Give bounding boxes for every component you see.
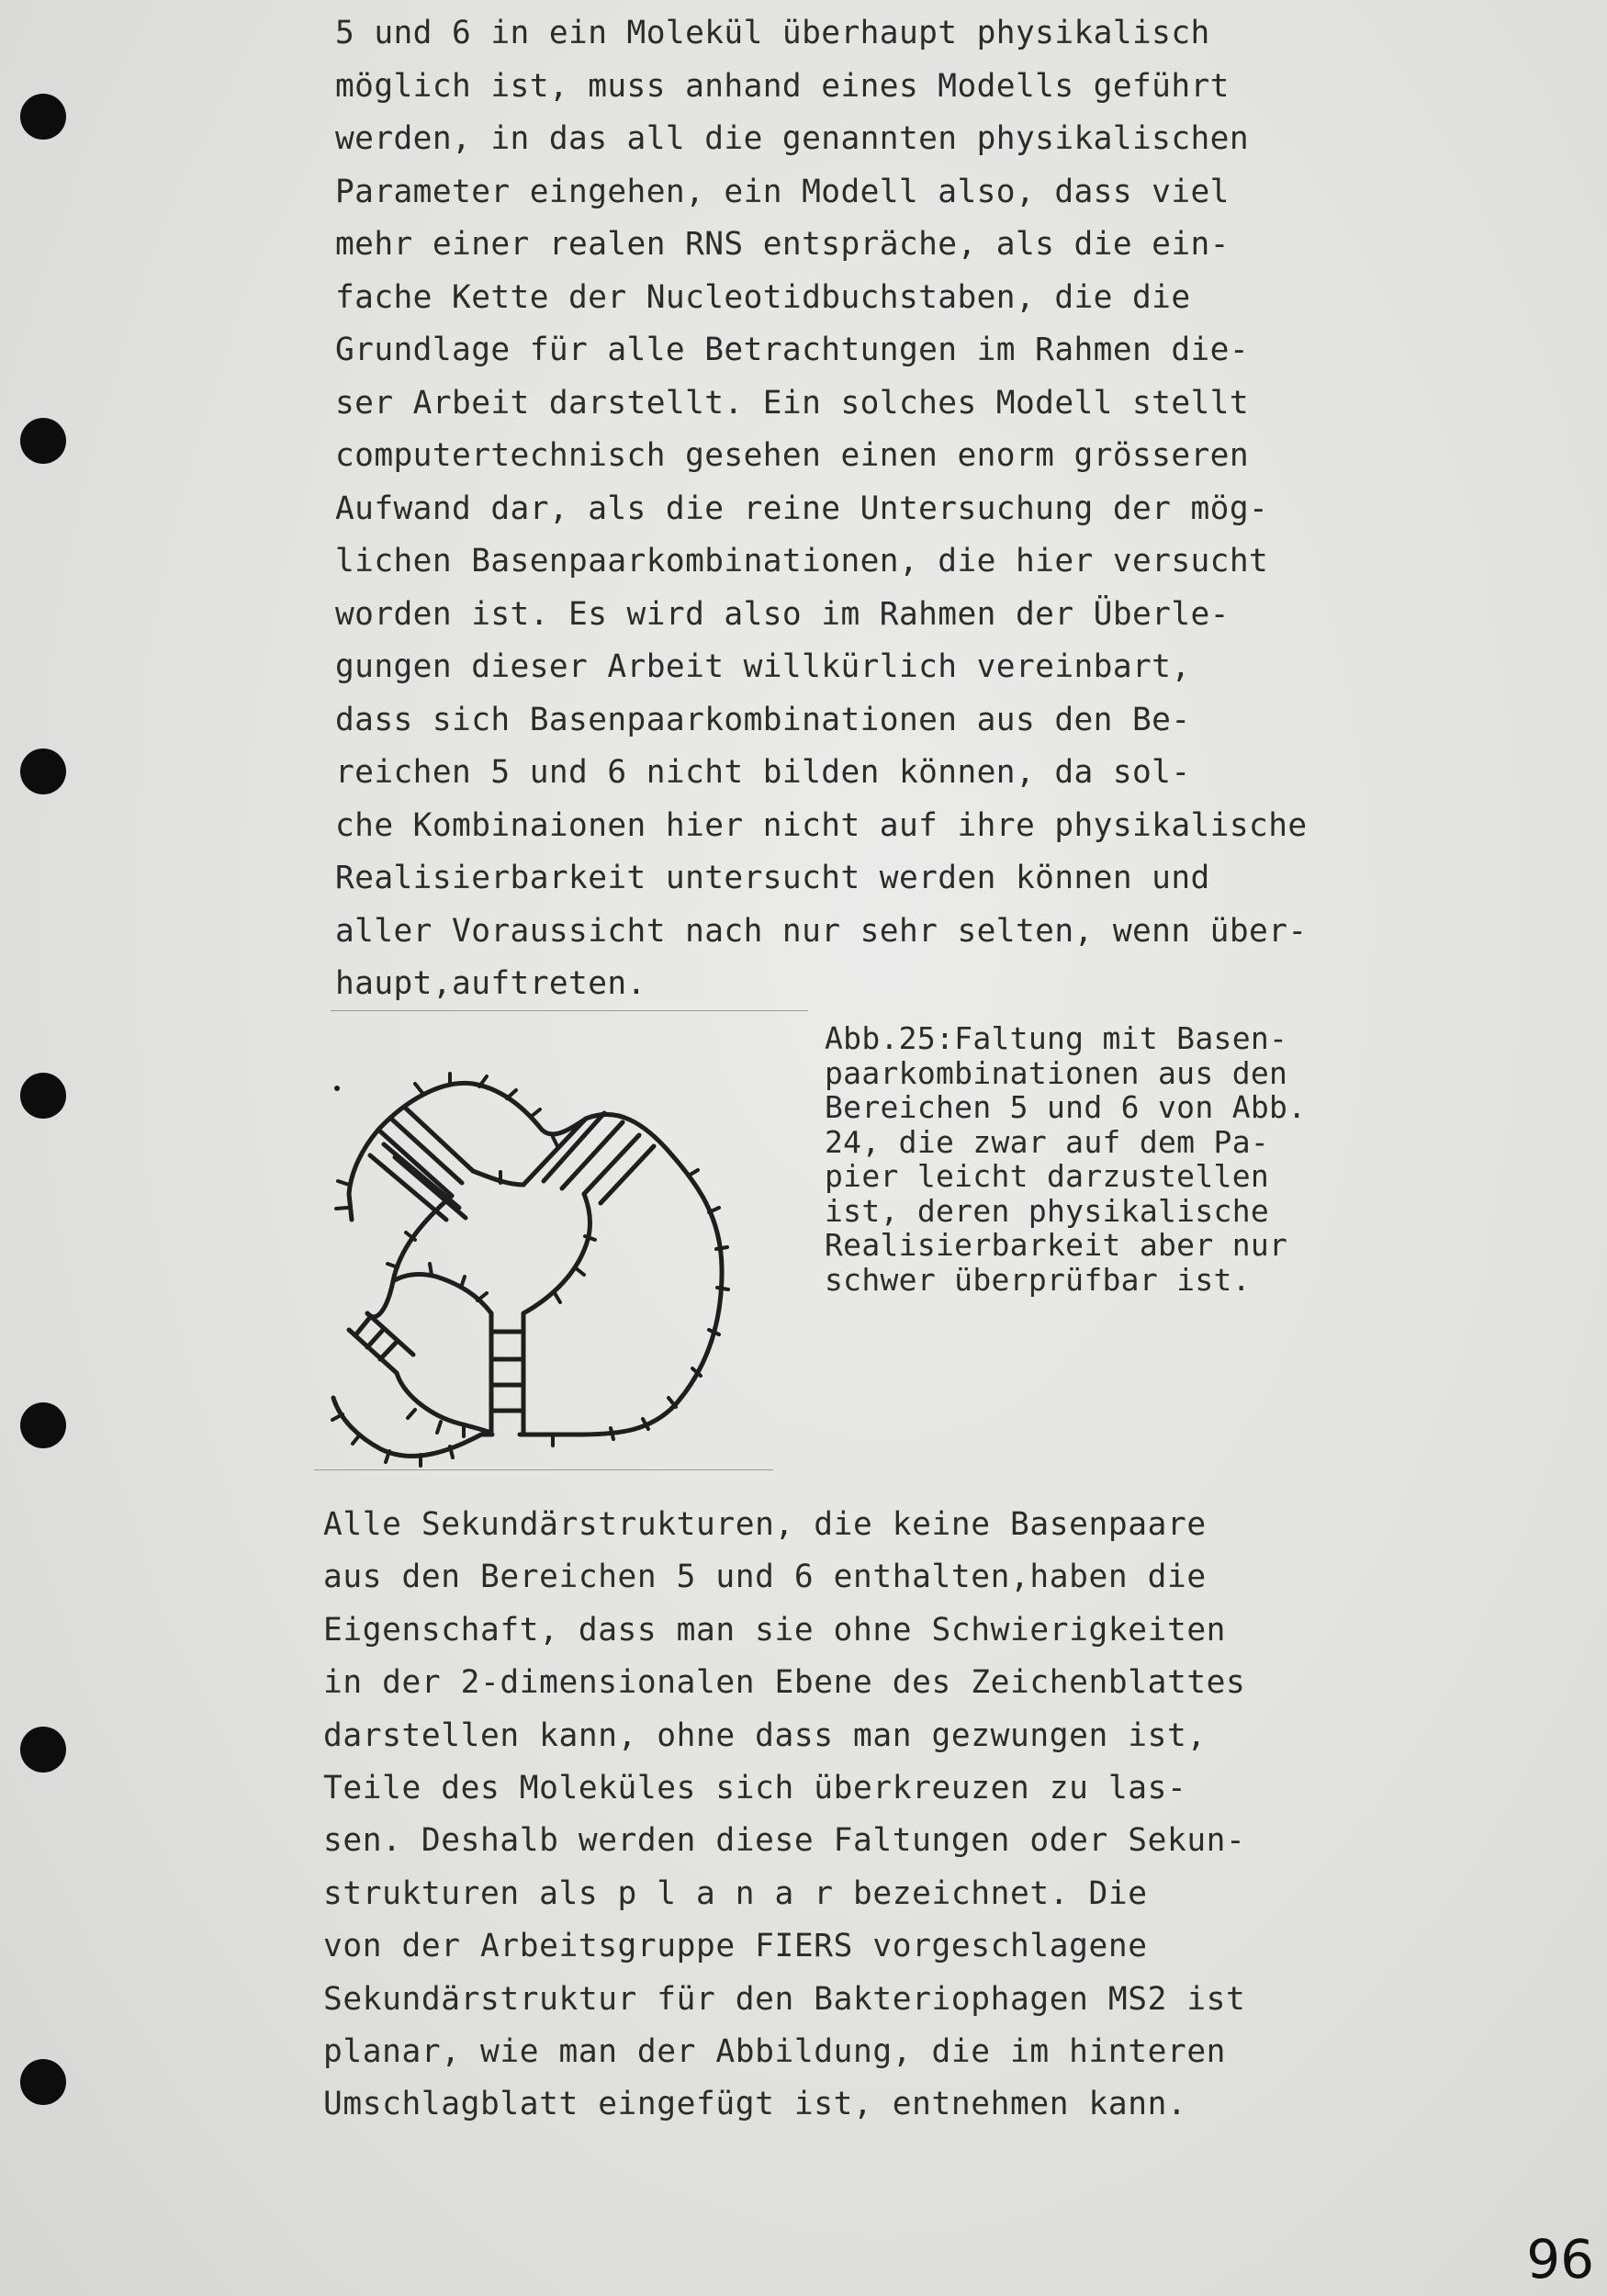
punch-hole: [20, 2059, 66, 2105]
text-line: lichen Basenpaarkombinationen, die hier versucht: [335, 543, 1269, 580]
text-line: darstellen kann, ohne dass man gezwungen ist,: [323, 1716, 1207, 1754]
text-line: Eigenschaft, dass man sie ohne Schwierigkeiten: [323, 1611, 1227, 1649]
text-line: aus den Bereichen 5 und 6 enthalten,haben die: [323, 1559, 1207, 1596]
text-line: dass sich Basenpaarkombinationen aus den Be-: [335, 701, 1191, 738]
text-line: strukturen als p l a n a r bezeichnet. Die: [323, 1874, 1148, 1912]
text-line: reichen 5 und 6 nicht bilden können, da sol-: [335, 754, 1191, 791]
separator-line: [331, 1010, 808, 1011]
punch-hole: [20, 748, 66, 794]
text-line: Parameter eingehen, ein Modell also, dass viel: [335, 173, 1230, 210]
punch-hole: [20, 418, 66, 464]
caption-line: pier leicht darzustellen: [825, 1158, 1270, 1194]
punch-hole: [20, 94, 66, 140]
rna-secondary-structure-figure: [312, 1056, 753, 1479]
caption-line: Abb.25:Faltung mit Basen-: [825, 1020, 1288, 1056]
text-line: Umschlagblatt eingefügt ist, entnehmen kann.: [323, 2086, 1187, 2123]
text-line: planar, wie man der Abbildung, die im hinteren: [323, 2033, 1227, 2071]
text-line: mehr einer realen RNS entspräche, als die ein-: [335, 226, 1230, 263]
unpaired-ticks: [332, 1074, 728, 1466]
page-number: 96: [1526, 2228, 1594, 2290]
text-line: Aufwand dar, als die reine Untersuchung der mög-: [335, 490, 1269, 527]
text-line: in der 2-dimensionalen Ebene des Zeichenblattes: [323, 1664, 1246, 1702]
text-line: Alle Sekundärstrukturen, die keine Basenpaare: [323, 1506, 1207, 1543]
separator-line: [314, 1469, 773, 1470]
caption-line: ist, deren physikalische: [825, 1192, 1270, 1229]
text-line: aller Voraussicht nach nur sehr selten, wenn über-: [335, 912, 1308, 950]
caption-line: 24, die zwar auf dem Pa-: [825, 1123, 1270, 1160]
text-line: Grundlage für alle Betrachtungen im Rahmen die-: [335, 332, 1250, 368]
text-line: Teile des Moleküles sich überkreuzen zu las-: [323, 1770, 1187, 1807]
text-line: Sekundärstruktur für den Bakteriophagen MS2 ist: [323, 1980, 1246, 2018]
text-line: che Kombinaionen hier nicht auf ihre physikalische: [335, 806, 1308, 844]
text-line: sen. Deshalb werden diese Faltungen oder Sekun-: [323, 1822, 1246, 1860]
punch-hole: [20, 1073, 66, 1119]
text-line: Realisierbarkeit untersucht werden können und: [335, 860, 1210, 896]
text-line: haupt,auftreten.: [335, 965, 646, 1002]
text-line: werden, in das all die genannten physikalischen: [335, 120, 1250, 157]
text-line: 5 und 6 in ein Molekül überhaupt physikalisch: [335, 15, 1210, 51]
text-line: gungen dieser Arbeit willkürlich vereinbart,: [335, 648, 1191, 685]
figure-caption: [825, 1021, 1306, 1297]
stray-mark: [334, 1086, 340, 1091]
text-line: fache Kette der Nucleotidbuchstaben, die die: [335, 278, 1191, 316]
caption-line: schwer überprüfbar ist.: [825, 1261, 1251, 1298]
paragraph-top: [335, 7, 1308, 1011]
text-line: ser Arbeit darstellt. Ein solches Modell stellt: [335, 384, 1250, 422]
caption-line: Realisierbarkeit aber nur: [825, 1227, 1288, 1263]
stem-top-right: [523, 1113, 654, 1203]
text-line: computertechnisch gesehen einen enorm grösseren: [335, 437, 1250, 474]
paragraph-bottom: [323, 1499, 1245, 2132]
text-line: worden ist. Es wird also im Rahmen der Überle-: [335, 595, 1230, 633]
text-line: von der Arbeitsgruppe FIERS vorgeschlagene: [323, 1928, 1148, 1965]
punch-hole: [20, 1727, 66, 1773]
stem-center: [491, 1313, 523, 1433]
text-line: möglich ist, muss anhand eines Modells geführt: [335, 67, 1230, 105]
stem-bottom-left: [349, 1313, 413, 1373]
caption-line: Bereichen 5 und 6 von Abb.: [825, 1089, 1307, 1125]
punch-hole: [20, 1402, 66, 1448]
caption-line: paarkombinationen aus den: [825, 1054, 1288, 1091]
